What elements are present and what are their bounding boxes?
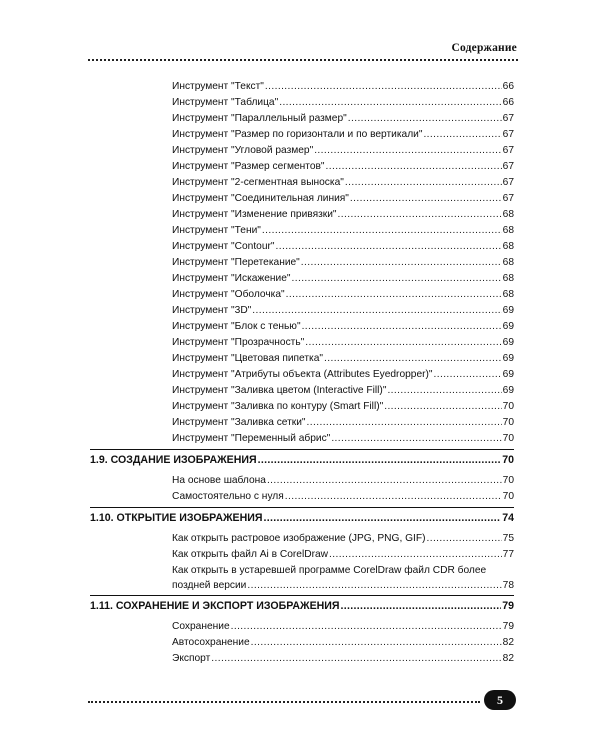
toc-entry[interactable]: Инструмент "Contour" ..... 68 (172, 240, 514, 253)
toc-section-heading[interactable]: 1.9. СОЗДАНИЕ ИЗОБРАЖЕНИЯ ..... 70 (90, 454, 514, 467)
leader-dots (423, 128, 501, 141)
leader-dots (231, 620, 502, 633)
toc-entry[interactable]: Инструмент "Размер по горизонтали и по вертикали" ..... 67 (172, 128, 514, 141)
leader-dots (305, 336, 501, 349)
toc-entry[interactable]: Автосохранение ..... 82 (172, 636, 514, 649)
leader-dots (251, 636, 502, 649)
leader-dots (326, 160, 502, 173)
toc-entry-multiline[interactable]: Как открыть в устаревшей программе CorelDraw файл CDR более поздней версии ..... 78 (172, 564, 514, 592)
header-dotted-rule (88, 59, 518, 61)
footer-dotted-rule (88, 701, 480, 703)
leader-dots (292, 272, 502, 285)
toc-entry[interactable]: Сохранение ..... 79 (172, 620, 514, 633)
toc-entry[interactable]: Инструмент "Соединительная линия" ..... 67 (172, 192, 514, 205)
leader-dots (252, 304, 501, 317)
section-divider (90, 507, 514, 508)
leader-dots (276, 240, 502, 253)
toc-entry[interactable]: Инструмент "Оболочка" ..... 68 (172, 288, 514, 301)
toc-entry[interactable]: Инструмент "2-сегментная выноска" ..... 67 (172, 176, 514, 189)
toc-entry[interactable]: Инструмент "Таблица" ..... 66 (172, 96, 514, 109)
leader-dots (348, 112, 502, 125)
toc-entry[interactable]: Инструмент "Текст" ..... 66 (172, 80, 514, 93)
toc-entry[interactable]: Инструмент "Параллельный размер" ..... 67 (172, 112, 514, 125)
leader-dots (345, 176, 502, 189)
leader-dots (285, 490, 502, 503)
leader-dots (247, 579, 501, 592)
leader-dots (301, 256, 502, 269)
leader-dots (262, 224, 502, 237)
toc-entry[interactable]: Инструмент "Блок с тенью" ..... 69 (172, 320, 514, 333)
leader-dots (384, 400, 501, 413)
toc-entry[interactable]: Инструмент "Переменный абрис" ..... 70 (172, 432, 514, 445)
leader-dots (258, 454, 502, 467)
leader-dots (324, 352, 502, 365)
toc-entry[interactable]: Инструмент "Заливка цветом (Interactive Fill)" ..... 69 (172, 384, 514, 397)
leader-dots (263, 512, 501, 525)
page-number-badge: 5 (484, 690, 516, 710)
toc-entry[interactable]: Инструмент "Заливка по контуру (Smart Fill)" ..... 70 (172, 400, 514, 413)
toc-entry[interactable]: Инструмент "3D" ..... 69 (172, 304, 514, 317)
toc-entry[interactable]: Инструмент "Изменение привязки" ..... 68 (172, 208, 514, 221)
toc-entry[interactable]: Инструмент "Тени" ..... 68 (172, 224, 514, 237)
leader-dots (338, 208, 502, 221)
running-title: Содержание (451, 42, 517, 54)
toc-entry[interactable]: Экспорт ..... 82 (172, 652, 514, 665)
toc-entry[interactable]: Инструмент "Атрибуты объекта (Attributes Eyedropper)" ..... 69 (172, 368, 514, 381)
toc-entry[interactable]: Как открыть файл Ai в CorelDraw ..... 77 (172, 548, 514, 561)
section-divider (90, 449, 514, 450)
leader-dots (434, 368, 502, 381)
toc-entry[interactable]: Самостоятельно с нуля ..... 70 (172, 490, 514, 503)
leader-dots (331, 432, 501, 445)
toc-entry[interactable]: Инструмент "Заливка сетки" ..... 70 (172, 416, 514, 429)
leader-dots (426, 532, 501, 545)
toc-entry[interactable]: Инструмент "Перетекание" ..... 68 (172, 256, 514, 269)
leader-dots (267, 474, 502, 487)
leader-dots (307, 416, 502, 429)
toc-entry[interactable]: Инструмент "Размер сегментов" ..... 67 (172, 160, 514, 173)
leader-dots (387, 384, 501, 397)
leader-dots (341, 600, 502, 613)
leader-dots (350, 192, 502, 205)
toc-entry[interactable]: На основе шаблона ..... 70 (172, 474, 514, 487)
leader-dots (279, 96, 501, 109)
toc-entry[interactable]: Как открыть растровое изображение (JPG, PNG, GIF) ..... 75 (172, 532, 514, 545)
section-divider (90, 595, 514, 596)
toc-section-heading[interactable]: 1.11. СОХРАНЕНИЕ И ЭКСПОРТ ИЗОБРАЖЕНИЯ ..... 79 (90, 600, 514, 613)
toc-entry[interactable]: Инструмент "Цветовая пипетка" ..... 69 (172, 352, 514, 365)
leader-dots (329, 548, 502, 561)
toc-entry[interactable]: Инструмент "Прозрачность" ..... 69 (172, 336, 514, 349)
leader-dots (314, 144, 501, 157)
toc-section-heading[interactable]: 1.10. ОТКРЫТИЕ ИЗОБРАЖЕНИЯ ..... 74 (90, 512, 514, 525)
leader-dots (286, 288, 502, 301)
toc-entry[interactable]: Инструмент "Искажение" ..... 68 (172, 272, 514, 285)
leader-dots (211, 652, 501, 665)
leader-dots (265, 80, 502, 93)
toc-entry[interactable]: Инструмент "Угловой размер" ..... 67 (172, 144, 514, 157)
leader-dots (302, 320, 502, 333)
